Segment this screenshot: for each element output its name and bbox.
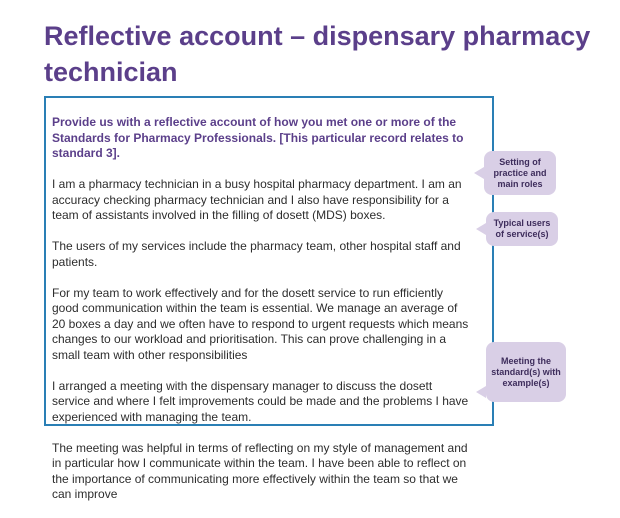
prompt-text: Provide us with a reflective account of how you met one or more of the Standards for Pharmacy Professionals. [This particular record relates to standard 3]. (52, 115, 464, 160)
paragraph-communication: For my team to work effectively and for the dosett service to run efficiently good communication within the team is essential. We manage an average of 20 boxes a day and we often have to respond to urgent requests which means changes to our workload and prioritisation. This can prove challenging in a small team with other responsibilities (52, 285, 469, 362)
callout-setting: Setting of practice and main roles (484, 151, 556, 195)
paragraph-users: The users of my services include the pharmacy team, other hospital staff and patients. (52, 239, 461, 269)
callout-users: Typical users of service(s) (486, 212, 558, 246)
reflective-account-content (52, 115, 472, 518)
page-title: Reflective account – dispensary pharmacy technician (44, 21, 591, 87)
paragraph-meeting: I arranged a meeting with the dispensary manager to discuss the dosett service and where I felt improvements could be made and the problems I have experienced with managing the team. (52, 378, 469, 424)
paragraph-setting: I am a pharmacy technician in a busy hospital pharmacy department. I am an accuracy checking pharmacy technician and I also have responsibility for a team of assistants involved in the filling of dosett (MDS) boxes. (52, 177, 462, 222)
paragraph-reflection: The meeting was helpful in terms of reflecting on my style of management and in particular how I communicate within the team. I have been able to reflect on the importance of communicating more effectively within the team so that we can improve (52, 440, 468, 501)
callout-standards: Meeting the standard(s) with example(s) (486, 342, 566, 402)
